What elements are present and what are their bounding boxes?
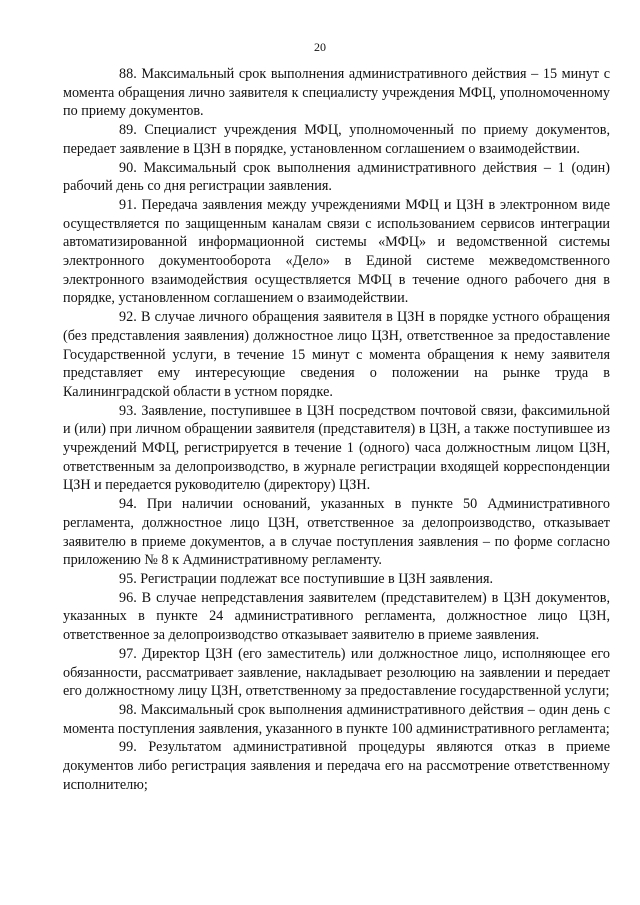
- paragraph-91: 91. Передача заявления между учреждениями МФЦ и ЦЗН в электронном виде осуществляется по защищенным каналам связи с использованием сервисов интеграции автоматизированной информационной системы «МФЦ» и ведомственной системы электронного документооборота «Дело» в Единой системе межведомственного электронного взаимодействия осуществляется МФЦ в течение одного рабочего дня в порядке, установленном соглашением о взаимодействии.: [63, 196, 610, 307]
- paragraph-96: 96. В случае непредставления заявителем (представителем) в ЦЗН документов, указанных в пункте 24 административного регламента, должностное лицо ЦЗН, ответственное за делопроизводство отказывает заявителю в приеме заявления.: [63, 589, 610, 644]
- paragraph-97: 97. Директор ЦЗН (его заместитель) или должностное лицо, исполняющее его обязанности, рассматривает заявление, накладывает резолюцию на заявлении и передает его должностному лицу ЦЗН, ответственному за предоставление государственной услуги;: [63, 645, 610, 700]
- page-number: 20: [314, 40, 326, 54]
- paragraph-99: 99. Результатом административной процедуры являются отказ в приеме документов либо регистрация заявления и передача его на рассмотрение ответственному исполнителю;: [63, 739, 610, 793]
- paragraph-88: 88. Максимальный срок выполнения административного действия – 15 минут с момента обращения лично заявителя к специалисту учреждения МФЦ, уполномоченному по приему документов.: [63, 66, 610, 120]
- paragraph-89: 89. Специалист учреждения МФЦ, уполномоченный по приему документов, передает заявление в ЦЗН в порядке, установленном соглашением о взаимодействии.: [63, 122, 610, 157]
- paragraph-90: 90. Максимальный срок выполнения административного действия – 1 (один) рабочий день со дня регистрации заявления.: [63, 159, 610, 195]
- paragraph-95: 95. Регистрации подлежат все поступившие в ЦЗН заявления.: [119, 570, 494, 587]
- paragraph-98: 98. Максимальный срок выполнения административного действия – один день с момента поступления заявления, указанного в пункте 100 административного регламента;: [63, 701, 610, 737]
- paragraph-94: 94. При наличии оснований, указанных в пункте 50 Административного регламента, должностное лицо ЦЗН, ответственное за делопроизводство, отказывает заявителю в приеме документов, а в случае поступления заявления – по форме согласно приложению № 8 к Административному регламенту.: [63, 496, 610, 569]
- document-body: [63, 65, 610, 794]
- paragraph-92: 92. В случае личного обращения заявителя в ЦЗН в порядке устного обращения (без представления заявления) должностное лицо ЦЗН, ответственное за предоставление Государственной услуги, в течение 15 минут с момента обращения к нему заявителя представляет ему интересующие сведения о положении на рынке труда в Калининградской области в устном порядке.: [63, 309, 610, 400]
- paragraph-93: 93. Заявление, поступившее в ЦЗН посредством почтовой связи, факсимильной и (или) при личном обращении заявителя (представителя) в ЦЗН, а также поступившее из учреждений МФЦ, регистрируется в течение 1 (одного) часа должностным лицом ЦЗН, ответственным за делопроизводство, в журнале регистрации входящей корреспонденции ЦЗН и передается руководителю (директору) ЦЗН.: [63, 402, 610, 494]
